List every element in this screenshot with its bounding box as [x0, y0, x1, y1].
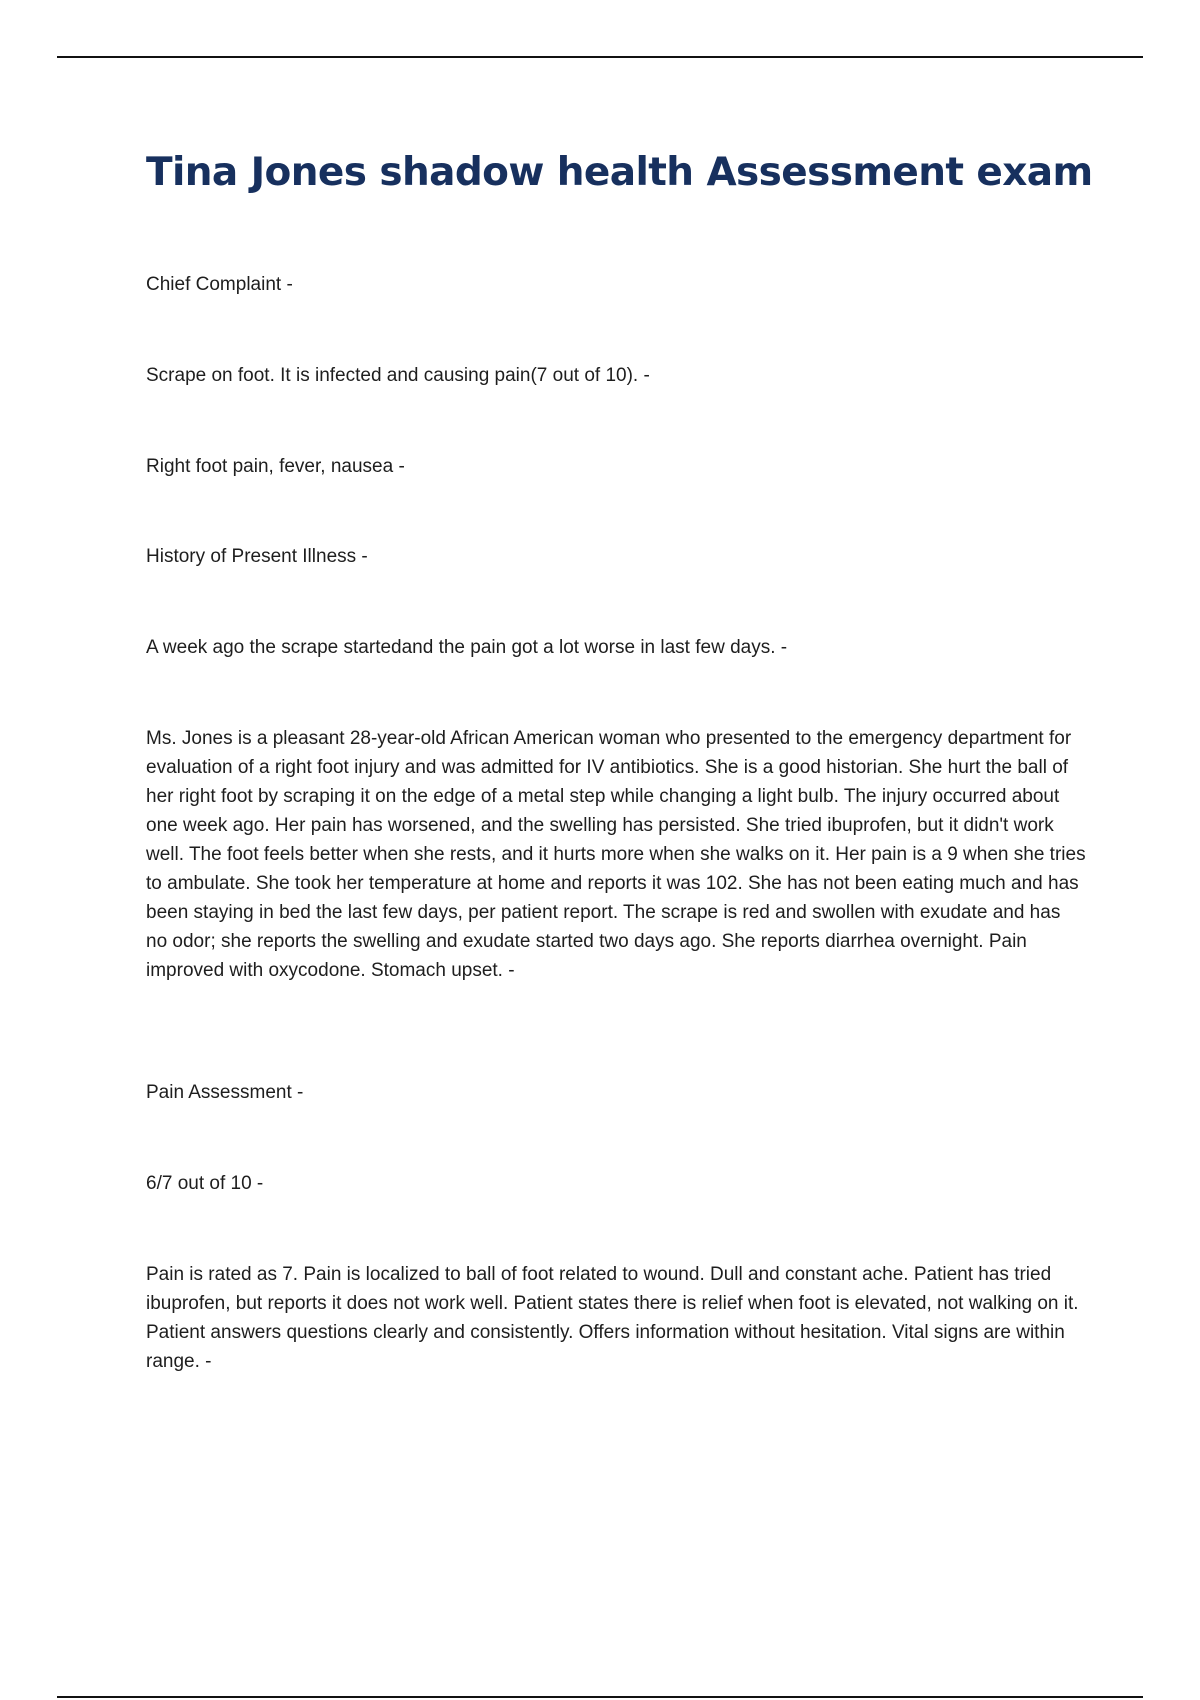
bottom-divider [57, 1696, 1143, 1698]
chief-complaint-answer-1: Scrape on foot. It is infected and causing pain(7 out of 10). - [146, 365, 650, 386]
chief-complaint-heading: Chief Complaint - [146, 274, 293, 295]
document-title: Tina Jones shadow health Assessment exam [146, 150, 1093, 195]
hpi-answer-2: Ms. Jones is a pleasant 28-year-old African American woman who presented to the emergency department for evaluation of a right foot injury and was admitted for IV antibiotics. She is a good historian. She hurt the ball of her right foot by scraping it on the edge of a metal step while changing a light bulb. The injury occurred about one week ago. Her pain has worsened, and the swelling has persisted. She tried ibuprofen, but it didn't work well. The foot feels better when she rests, and it hurts more when she walks on it. Her pain is a 9 when she tries to ambulate. She took her temperature at home and reports it was 102. She has not been eating much and has been staying in bed the last few days, per patient report. The scrape is red and swollen with exudate and has no odor; she reports the swelling and exudate started two days ago. She reports diarrhea overnight. Pain improved with oxycodone. Stomach upset. - [146, 728, 1086, 981]
pain-assessment-answer-1: 6/7 out of 10 - [146, 1173, 264, 1194]
chief-complaint-answer-2: Right foot pain, fever, nausea - [146, 456, 405, 477]
pain-assessment-answer-2: Pain is rated as 7. Pain is localized to ball of foot related to wound. Dull and constant ache. Patient has tried ibuprofen, but reports it does not work well. Patient states there is relief when foot is elevated, not walking on it. Patient answers questions clearly and consistently. Offers information without hesitation. Vital signs are within range. - [146, 1264, 1079, 1372]
hpi-answer-1: A week ago the scrape startedand the pain got a lot worse in last few days. - [146, 637, 788, 658]
hpi-heading: History of Present Illness - [146, 546, 368, 567]
pain-assessment-heading: Pain Assessment - [146, 1082, 304, 1103]
top-divider [57, 56, 1143, 58]
